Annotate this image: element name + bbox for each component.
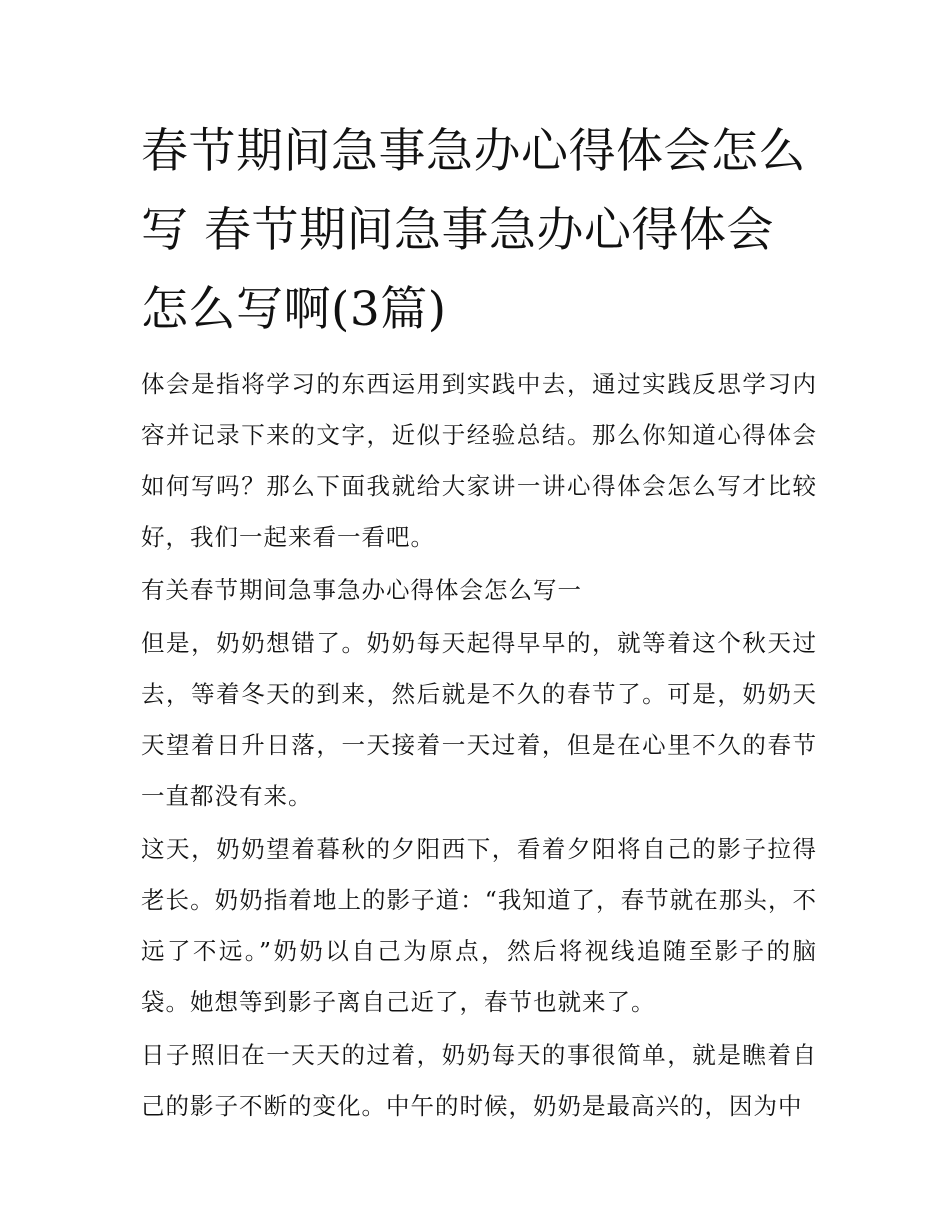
intro-paragraph: 体会是指将学习的东西运用到实践中去，通过实践反思学习内容并记录下来的文字，近似于经验总结。那么你知道心得体会如何写吗？那么下面我就给大家讲一讲心得体会怎么写才比较好，我们一起来看一看吧。: [141, 370, 817, 551]
document-body: [141, 112, 817, 1134]
section-heading: 有关春节期间急事急办心得体会怎么写一: [141, 576, 582, 604]
body-paragraph: 但是，奶奶想错了。奶奶每天起得早早的，就等着这个秋天过去，等着冬天的到来，然后就是不久的春节了。可是，奶奶天天望着日升日落，一天接着一天过着，但是在心里不久的春节一直都没有来。: [141, 629, 817, 810]
document-title: 春节期间急事急办心得体会怎么写 春节期间急事急办心得体会怎么写啊(3篇): [141, 124, 806, 337]
body-paragraph: 这天，奶奶望着暮秋的夕阳西下，看着夕阳将自己的影子拉得老长。奶奶指着地上的影子道：“我知道了，春节就在那头，不远了不远。”奶奶以自己为原点，然后将视线追随至影子的脑袋。她想等到影子离自己近了，春节也就来了。: [141, 835, 817, 1016]
body-paragraph: 日子照旧在一天天的过着，奶奶每天的事很简单，就是瞧着自己的影子不断的变化。中午的时候，奶奶是最高兴的，因为中: [141, 1041, 817, 1120]
